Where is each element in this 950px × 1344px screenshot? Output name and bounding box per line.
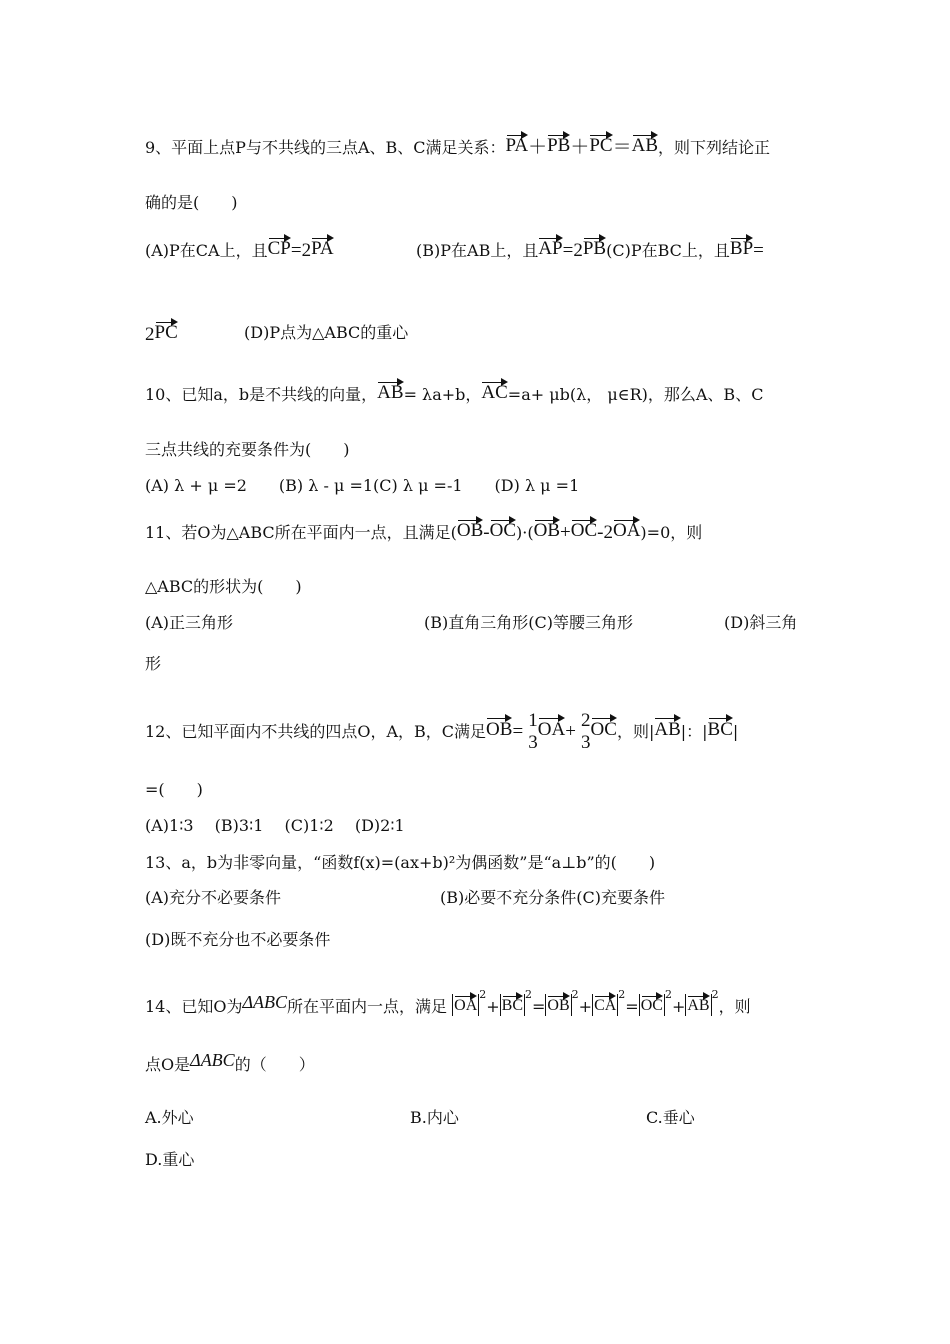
q14-sq-2: 2 <box>525 988 533 1001</box>
q9-opt-c-coef: 2 <box>145 324 155 345</box>
q14-abs-bc <box>500 994 525 1016</box>
q11-option-d <box>724 613 797 633</box>
vector-pa: PA <box>311 238 334 259</box>
vector-oa: OA <box>612 520 641 541</box>
q13-option-d <box>145 930 330 950</box>
q14-plus-2: + <box>578 997 593 1016</box>
q10-mid2: =a+ μb(λ， μ∈R)，那么A、B、C <box>507 385 764 404</box>
q10-stem-line <box>145 380 763 405</box>
vector-pb: PB <box>582 238 607 259</box>
q14-stem-mid: 所在平面内一点，满足 <box>287 997 448 1016</box>
q14-stem2-b: 的（ ） <box>234 1055 315 1074</box>
q14-opt-a-text: A.外心 <box>145 1108 194 1127</box>
q14-sq-6: 2 <box>711 988 719 1001</box>
q9-option-c-cont <box>145 320 178 345</box>
vector-ac: AC <box>481 382 508 403</box>
q11-option-bc <box>424 613 633 633</box>
vector-bp: BP <box>729 238 754 259</box>
q14-triangle-abc: ΔABC <box>242 992 288 1012</box>
q14-abs-ab <box>685 994 711 1016</box>
q14-stem-line2 <box>145 1050 315 1075</box>
q11-opt-a-text: (A)正三角形 <box>145 613 234 632</box>
q14-sq-5: 2 <box>664 988 672 1001</box>
vector-oa: OA <box>454 994 477 1015</box>
q12-fraction-2 <box>581 710 591 754</box>
q13-option-bc <box>440 888 665 908</box>
fraction-2-denominator: 3 <box>581 732 591 753</box>
vector-ob: OB <box>547 994 569 1015</box>
q9-opt-d-text: (D)P点为△ABC的重心 <box>244 323 409 342</box>
q9-stem-end: ，则下列结论正 <box>658 138 771 157</box>
q10-options <box>145 476 579 496</box>
vector-ob: OB <box>456 520 484 541</box>
q13-stem: 13、a，b为非零向量，“函数f(x)=(ax+b)²为偶函数”是“a⊥b”的( ) <box>145 853 656 872</box>
q11-stem2: △ABC的形状为( ) <box>145 577 302 596</box>
q9-opt-c-text: (C)P在BC上，且 <box>606 241 730 260</box>
q14-abs-oc <box>639 994 665 1016</box>
q10-stem-line2 <box>145 440 350 460</box>
q14-option-c <box>646 1108 695 1128</box>
vector-oc: OC <box>489 520 517 541</box>
vector-ab: AB <box>631 135 659 156</box>
q11-dot: )·( <box>516 523 534 542</box>
q12-stem2: =( ) <box>145 780 203 799</box>
q14-plus-3: + <box>671 997 686 1016</box>
q9-option-b <box>416 236 764 261</box>
vector-ab: AB <box>377 382 404 403</box>
q14-opt-b-text: B.内心 <box>410 1108 459 1127</box>
q12-stem-line <box>145 710 738 754</box>
vector-oa: OA <box>538 716 565 741</box>
vector-pb: PB <box>547 135 571 156</box>
q12-options-text: (A)1∶3 (B)3∶1 (C)1∶2 (D)2∶1 <box>145 816 405 835</box>
q14-sq-4: 2 <box>618 988 626 1001</box>
vector-ab: AB <box>654 716 680 741</box>
q14-option-b <box>410 1108 459 1128</box>
q9-stem: 9、平面上点P与不共线的三点A、B、C满足关系： <box>145 138 506 157</box>
vector-oc: OC <box>641 994 663 1015</box>
q9-stem-line2 <box>145 193 238 213</box>
q12-fraction-1 <box>528 710 538 754</box>
q11-stem-line2 <box>145 577 302 597</box>
q10-options-text: (A) λ + μ =2 (B) λ - μ =1(C) λ μ =-1 (D) λ μ =1 <box>145 476 580 495</box>
q14-abs-ob <box>545 994 571 1016</box>
q11-stem-end: )=0，则 <box>640 523 703 542</box>
q9-stem-line: 9、平面上点P与不共线的三点A、B、C满足关系：PA＋PB＋PC＝AB，则下列结论正 <box>145 135 771 158</box>
q9-opt-a-text: (A)P在CA上，且 <box>145 241 268 260</box>
q11-plus: + <box>560 522 571 543</box>
q14-opt-c-text: C.垂心 <box>646 1108 695 1127</box>
q14-sq-3: 2 <box>571 988 579 1001</box>
q9-option-a <box>145 236 334 261</box>
fraction-1-denominator: 3 <box>528 732 538 753</box>
q13-opt-d-text: (D)既不充分也不必要条件 <box>145 930 331 949</box>
q14-opt-d-text: D.重心 <box>145 1150 195 1169</box>
vector-ob: OB <box>486 716 512 741</box>
vector-ap: AP <box>538 238 563 259</box>
q12-stem: 12、已知平面内不共线的四点O，A，B，C满足 <box>145 722 487 741</box>
q14-stem2-a: 点O是 <box>145 1055 191 1074</box>
q14-plus-1: + <box>486 997 500 1016</box>
q9-opt-b-mid: =2 <box>562 240 583 261</box>
vector-ca: CA <box>594 994 616 1015</box>
q14-stem-end: ，则 <box>718 997 751 1016</box>
q9-opt-b-text: (B)P在AB上，且 <box>416 241 539 260</box>
vector-ob: OB <box>533 520 561 541</box>
q11-opt-d-cont: 形 <box>145 654 162 673</box>
q12-close-bar: | <box>732 722 739 741</box>
q14-abs-oa <box>452 994 479 1016</box>
vector-oc: OC <box>591 716 617 741</box>
q13-opt-a-text: (A)充分不必要条件 <box>145 888 282 907</box>
q9-stem2: 确的是( ) <box>145 193 238 212</box>
q11-opt-d-text: (D)斜三角 <box>724 613 798 632</box>
q12-ratio: |：| <box>680 722 708 741</box>
q14-triangle-abc-2: ΔABC <box>190 1050 235 1070</box>
q9-opt-c-mid: = <box>753 240 764 261</box>
q14-eq-1: = <box>532 997 546 1016</box>
q12-stem-mid: ，则| <box>616 722 655 741</box>
fraction-1-numerator: 1 <box>528 710 538 731</box>
q14-option-a <box>145 1108 194 1128</box>
q14-sq-1: 2 <box>479 988 487 1001</box>
q9-option-d <box>244 323 408 343</box>
q11-option-a <box>145 613 233 633</box>
q10-stem2: 三点共线的充要条件为( ) <box>145 440 350 459</box>
q12-plus: + <box>565 721 576 742</box>
fraction-2-numerator: 2 <box>581 710 591 731</box>
vector-ab: AB <box>687 994 709 1015</box>
q10-stem: 10、已知a，b是不共线的向量， <box>145 385 378 404</box>
q11-option-d-cont <box>145 654 161 674</box>
q10-mid1: = λa+b， <box>403 385 482 404</box>
q11-opt-bc-text: (B)直角三角形(C)等腰三角形 <box>424 613 633 632</box>
q12-equals: = <box>512 721 524 742</box>
vector-oc: OC <box>570 520 598 541</box>
vector-pa: PA <box>505 135 529 156</box>
vector-cp: CP <box>267 238 291 259</box>
q14-eq-2: = <box>625 997 639 1016</box>
q11-minus-two: -2 <box>597 522 613 543</box>
q13-stem-line <box>145 853 655 873</box>
q14-stem: 14、已知O为 <box>145 997 243 1016</box>
q13-opt-bc-text: (B)必要不充分条件(C)充要条件 <box>440 888 665 907</box>
vector-bc: BC <box>708 716 733 741</box>
vector-pc: PC <box>589 135 613 156</box>
q12-stem-line2 <box>145 780 203 800</box>
q9-opt-a-mid: =2 <box>290 240 312 261</box>
q11-stem-line <box>145 518 702 543</box>
q11-stem: 11、若O为△ABC所在平面内一点，且满足( <box>145 523 457 542</box>
q14-stem-line <box>145 982 751 1020</box>
vector-bc: BC <box>502 994 523 1015</box>
q11-minus: - <box>483 522 490 543</box>
q13-option-a <box>145 888 281 908</box>
q14-option-d <box>145 1150 194 1170</box>
q14-abs-ca <box>592 994 618 1016</box>
vector-pc: PC <box>154 322 178 343</box>
q12-options <box>145 816 405 836</box>
